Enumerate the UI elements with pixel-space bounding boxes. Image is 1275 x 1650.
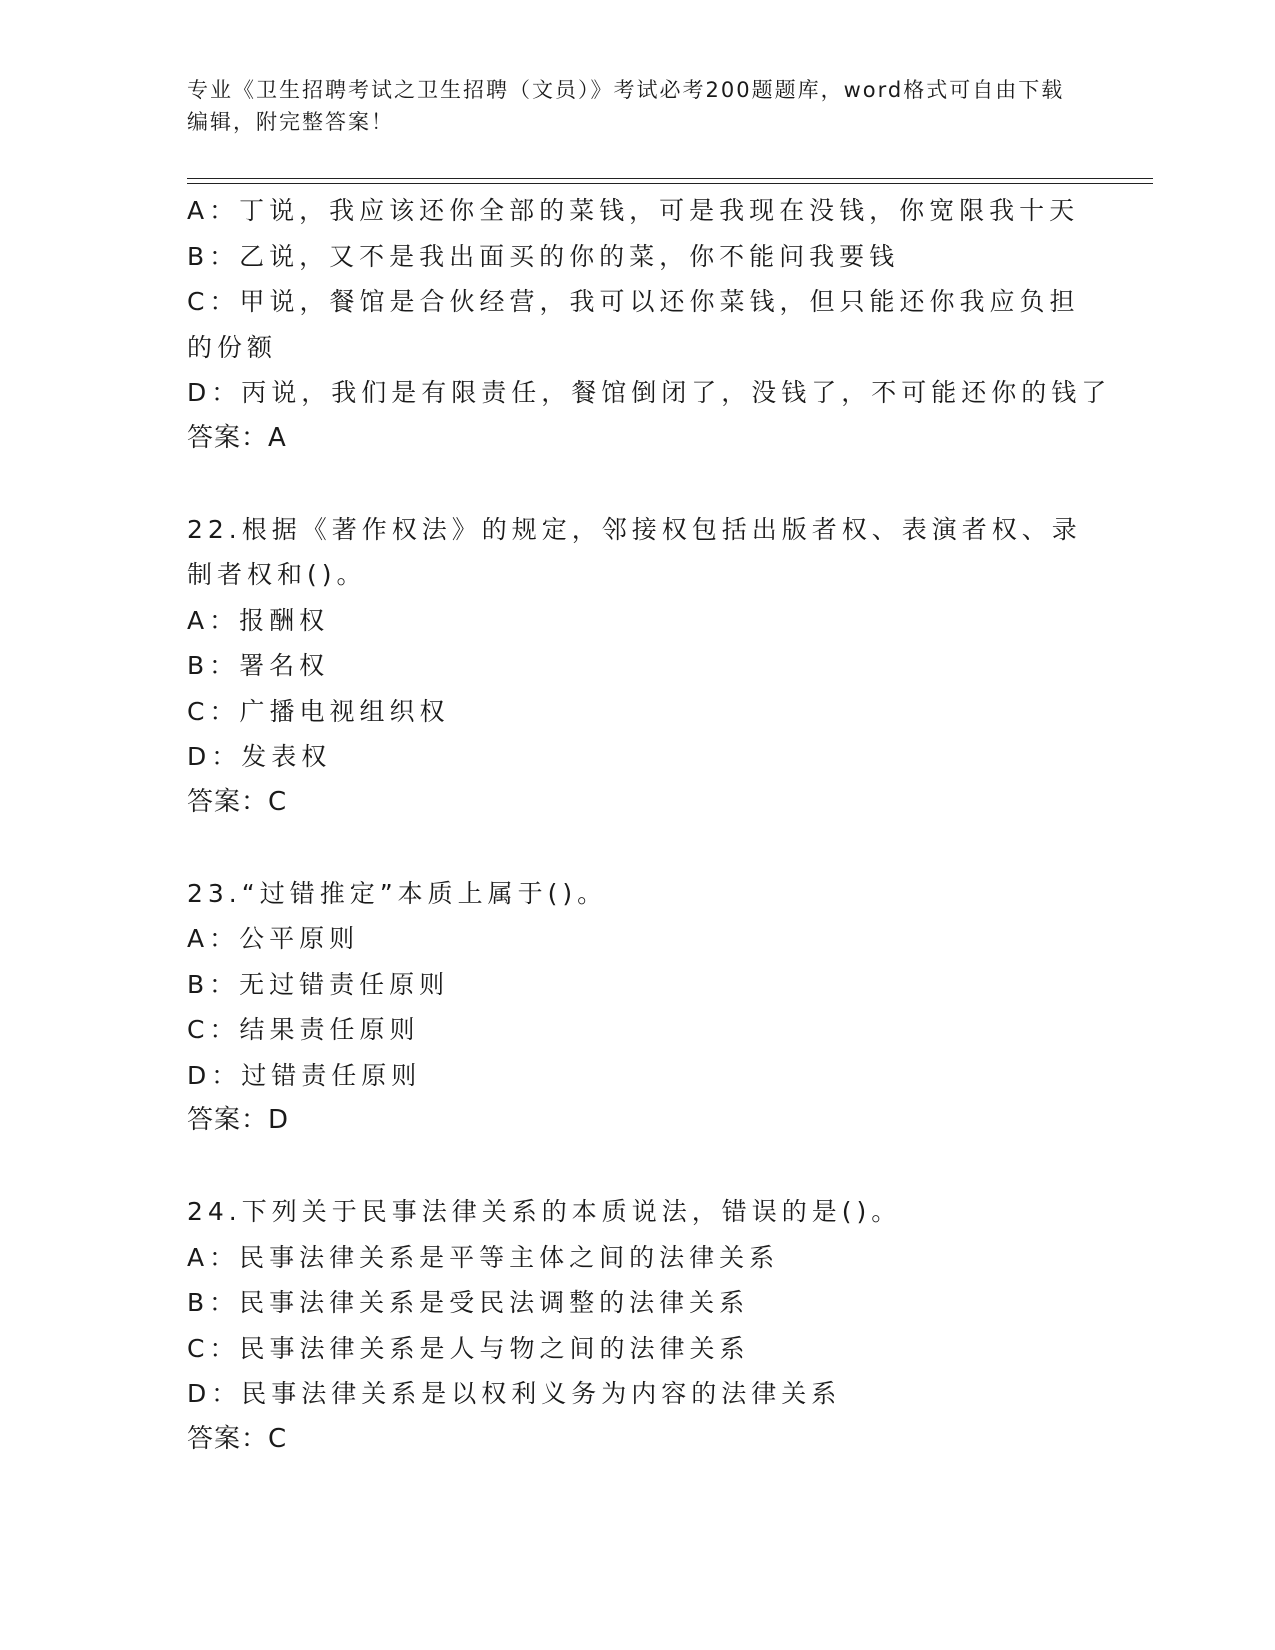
option-d: D：过错责任原则	[187, 1060, 422, 1090]
option-b: B：民事法律关系是受民法调整的法律关系	[187, 1288, 750, 1317]
answer-line: 答案：C	[187, 1423, 288, 1454]
option-b: B：乙说，又不是我出面买的你的菜，你不能问我要钱	[187, 241, 900, 271]
question-list	[187, 188, 1112, 1462]
option-d: D：发表权	[187, 742, 332, 771]
question-stem: 22.根据《著作权法》的规定，邻接权包括出版者权、表演者权、录制者权和()。	[187, 514, 1082, 589]
document-header: 专业《卫生招聘考试之卫生招聘（文员）》考试必考200题题库，word格式可自由下载编辑，附完整答案！	[187, 78, 1065, 134]
option-b: B：署名权	[187, 651, 330, 680]
question-22	[187, 507, 1087, 826]
option-a: A：报酬权	[187, 605, 330, 635]
question-21	[187, 188, 1112, 461]
option-b: B：无过错责任原则	[187, 969, 450, 999]
option-a: A：民事法律关系是平等主体之间的法律关系	[187, 1242, 780, 1272]
header-divider-bottom	[187, 183, 1153, 184]
question-24	[187, 1189, 1087, 1462]
answer-line: 答案：D	[187, 1105, 290, 1135]
answer-line: 答案：C	[187, 786, 288, 817]
question-spacer	[187, 1144, 1087, 1190]
option-a: A：公平原则	[187, 924, 360, 953]
option-a: A：丁说，我应该还你全部的菜钱，可是我现在没钱，你宽限我十天	[187, 196, 1080, 225]
answer-line: 答案：A	[187, 422, 287, 453]
option-d: D：丙说，我们是有限责任，餐馆倒闭了，没钱了，不可能还你的钱了	[187, 378, 1112, 407]
question-spacer	[187, 825, 1087, 871]
question-spacer	[187, 461, 1087, 507]
question-23	[187, 871, 1087, 1144]
option-d: D：民事法律关系是以权利义务为内容的法律关系	[187, 1379, 842, 1408]
option-c: C：民事法律关系是人与物之间的法律关系	[187, 1333, 750, 1363]
option-c: C：广播电视组织权	[187, 696, 450, 726]
question-stem: 23.“过错推定”本质上属于()。	[187, 878, 608, 908]
question-stem: 24.下列关于民事法律关系的本质说法，错误的是()。	[187, 1197, 902, 1226]
header-divider-top	[187, 178, 1153, 179]
option-c: C：甲说，餐馆是合伙经营，我可以还你菜钱，但只能还你我应负担的份额	[187, 287, 1080, 362]
option-c: C：结果责任原则	[187, 1015, 420, 1044]
